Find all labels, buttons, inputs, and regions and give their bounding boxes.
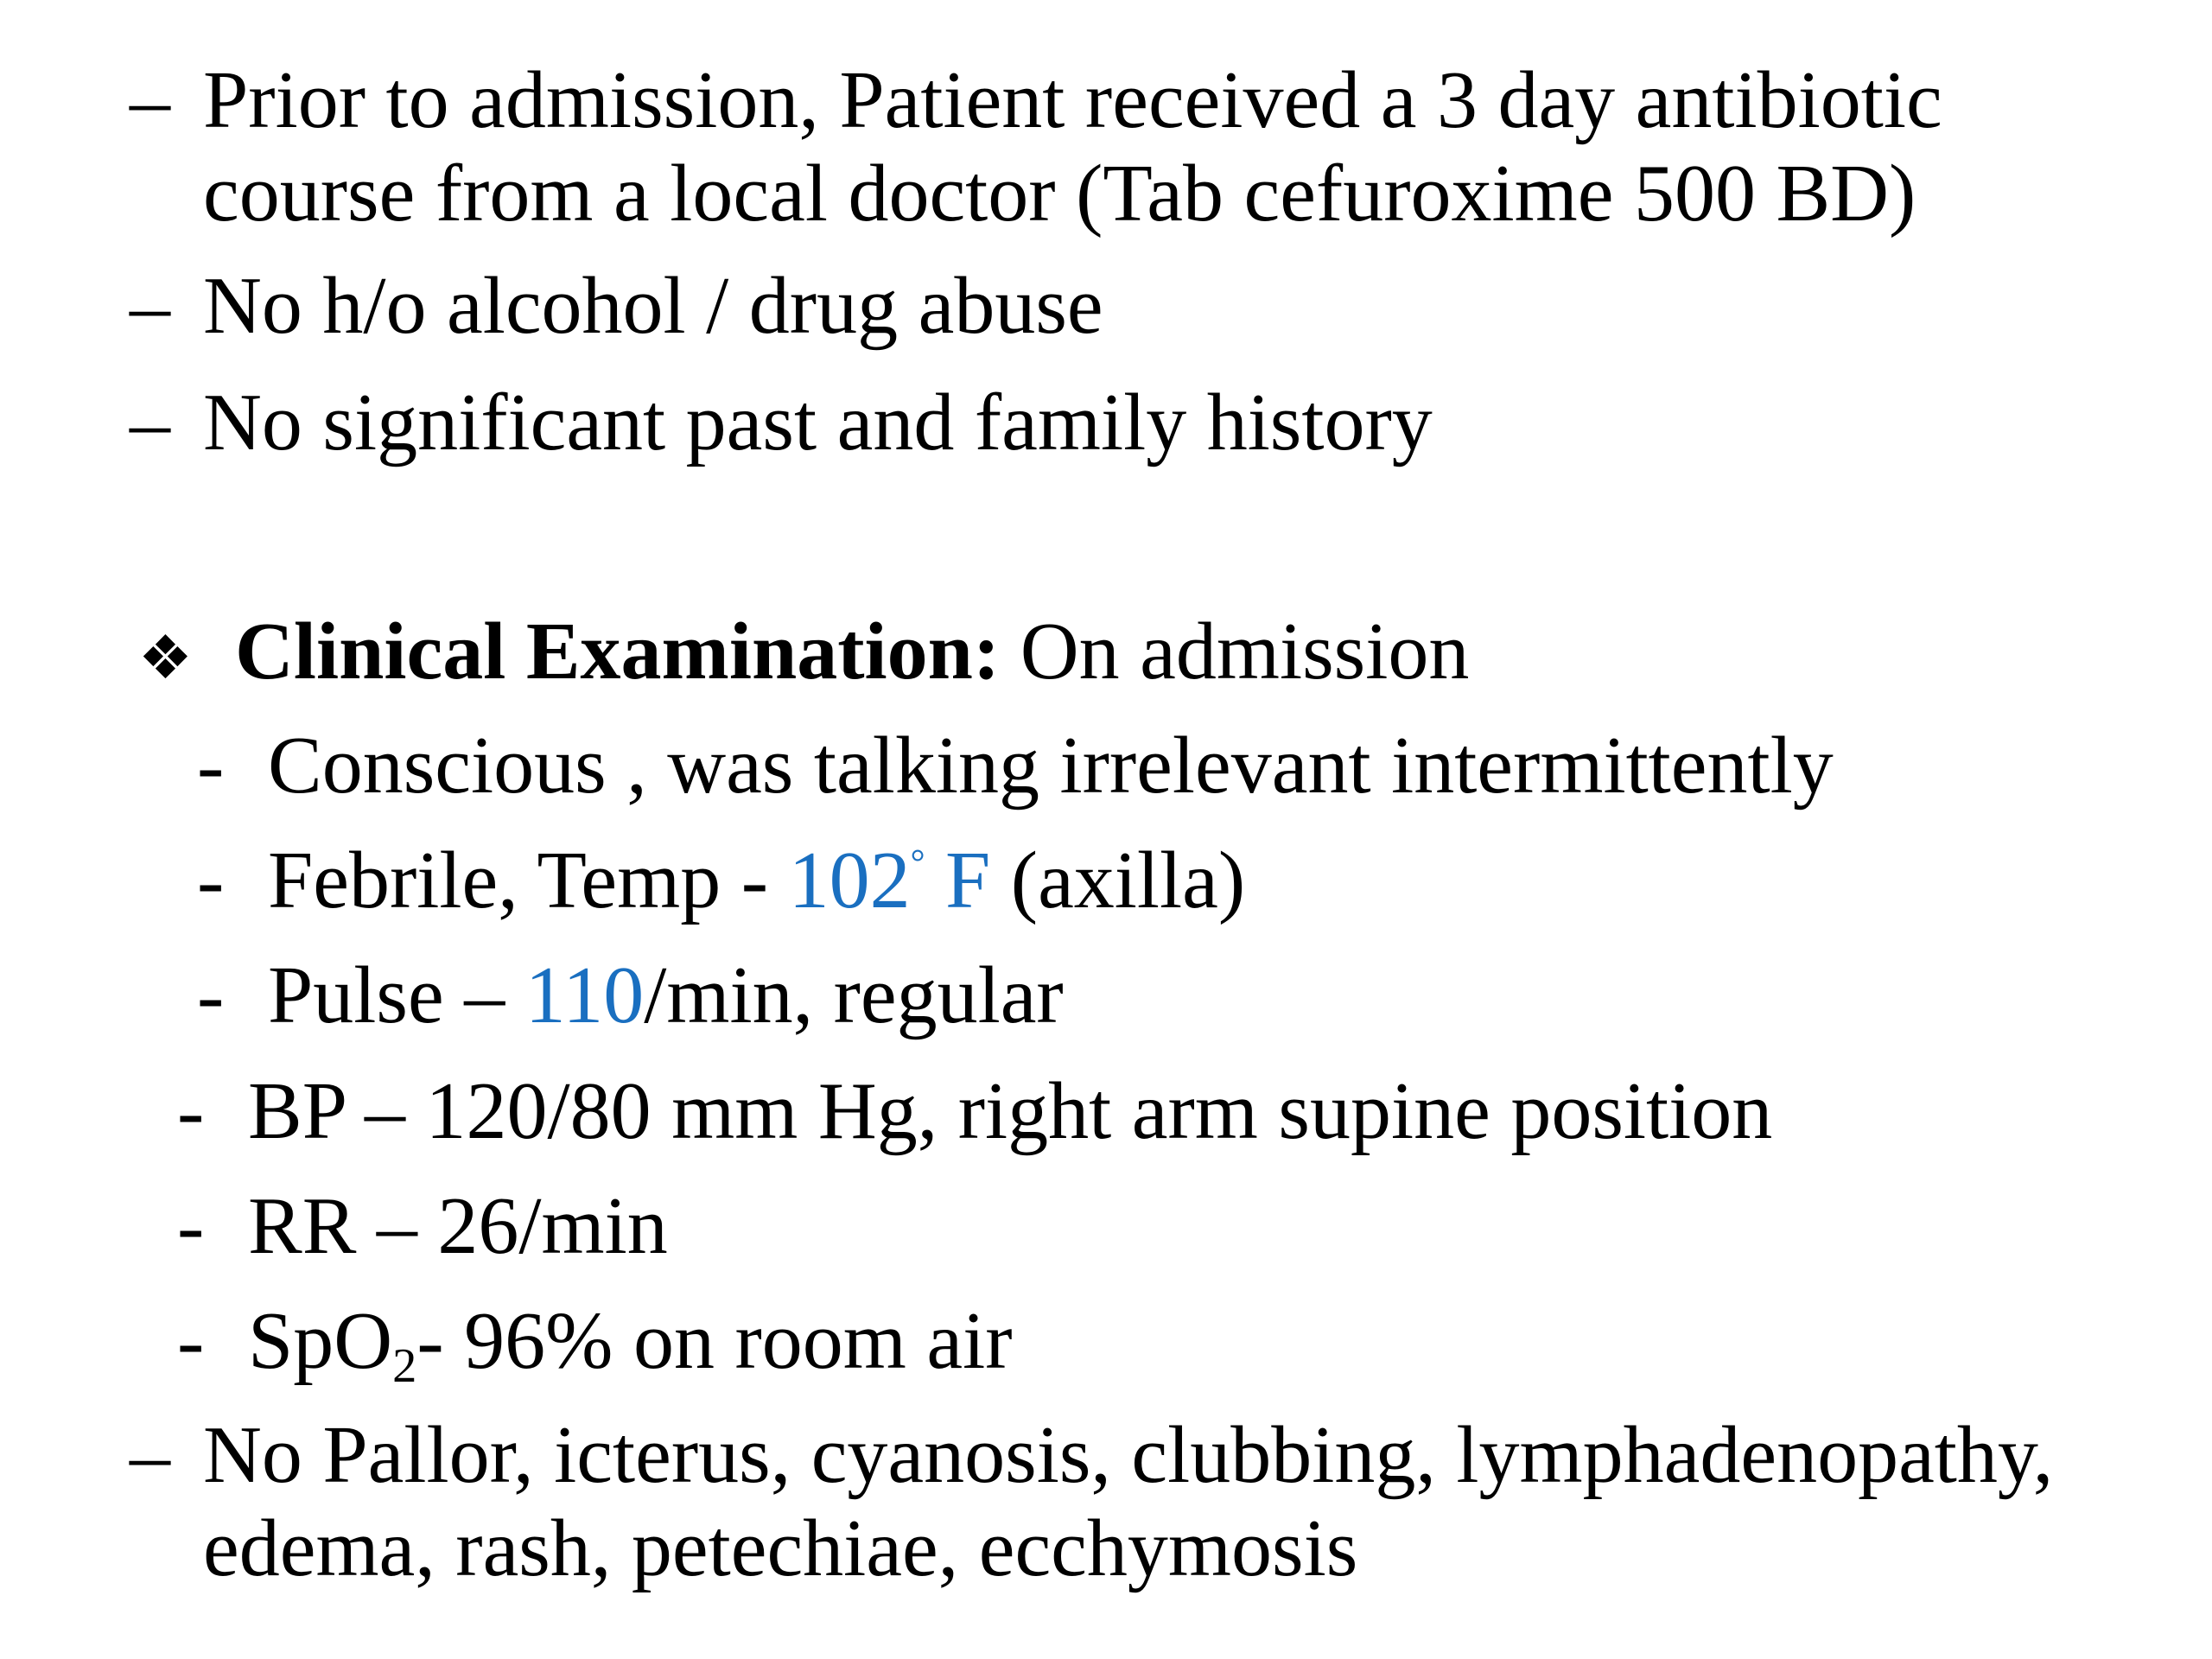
- vital-rr-text: RR – 26/min: [248, 1181, 668, 1271]
- hyphen-marker: -: [197, 836, 225, 925]
- four-diamond-icon: ❖: [138, 622, 193, 693]
- findings-line-2: [203, 1502, 1357, 1595]
- vital-consciousness-text: Conscious , was talking irrelevant intermittently: [268, 721, 1834, 810]
- degree-symbol: °: [910, 842, 925, 883]
- exam-heading: [138, 605, 1470, 704]
- history-item-3-text: No significant past and family history: [203, 378, 1433, 467]
- dash-marker: –: [130, 378, 170, 467]
- pulse-value: 110: [524, 950, 645, 1040]
- temp-number: 102: [788, 836, 911, 925]
- pulse-prefix: Pulse –: [268, 950, 525, 1040]
- temp-prefix: Febrile, Temp -: [268, 836, 789, 925]
- history-item-1-line-2: [203, 147, 1916, 240]
- temp-suffix: (axilla): [990, 836, 1246, 925]
- exam-heading-rest: On admission: [1000, 607, 1470, 696]
- vital-bp-text: BP – 120/80 mm Hg, right arm supine position: [248, 1066, 1773, 1156]
- pulse-suffix: /min, regular: [644, 950, 1064, 1040]
- dash-marker: –: [130, 55, 170, 145]
- spo2-suffix: - 96% on room air: [416, 1296, 1013, 1386]
- exam-heading-bold: Clinical Examination:: [235, 607, 1001, 696]
- findings-text: No Pallor, icterus, cyanosis, clubbing, lymphadenopathy,: [203, 1410, 2054, 1500]
- vital-spo2-text: [248, 1294, 1013, 1393]
- exam-heading-text: [235, 605, 1469, 698]
- spo2-subscript: 2: [392, 1338, 417, 1393]
- temp-unit: F: [925, 836, 991, 925]
- history-item-2-text: No h/o alcohol / drug abuse: [203, 261, 1103, 351]
- history-item-1-text: Prior to admission, Patient received a 3 day antibiotic: [203, 55, 1942, 145]
- vital-pulse-text: [268, 949, 1064, 1042]
- hyphen-marker: -: [197, 950, 225, 1040]
- history-item-1-continuation: course from a local doctor (Tab cefuroxime 500 BD): [203, 149, 1916, 238]
- hyphen-marker: -: [177, 1296, 205, 1386]
- vital-temperature-text: [268, 834, 1245, 927]
- hyphen-marker: -: [197, 721, 225, 810]
- spo2-prefix: SpO: [248, 1296, 393, 1386]
- hyphen-marker: -: [177, 1066, 205, 1156]
- hyphen-marker: -: [177, 1181, 205, 1271]
- findings-continuation: edema, rash, petechiae, ecchymosis: [203, 1503, 1358, 1593]
- dash-marker: –: [130, 261, 170, 351]
- temp-value: [789, 836, 991, 925]
- dash-marker: –: [130, 1410, 170, 1500]
